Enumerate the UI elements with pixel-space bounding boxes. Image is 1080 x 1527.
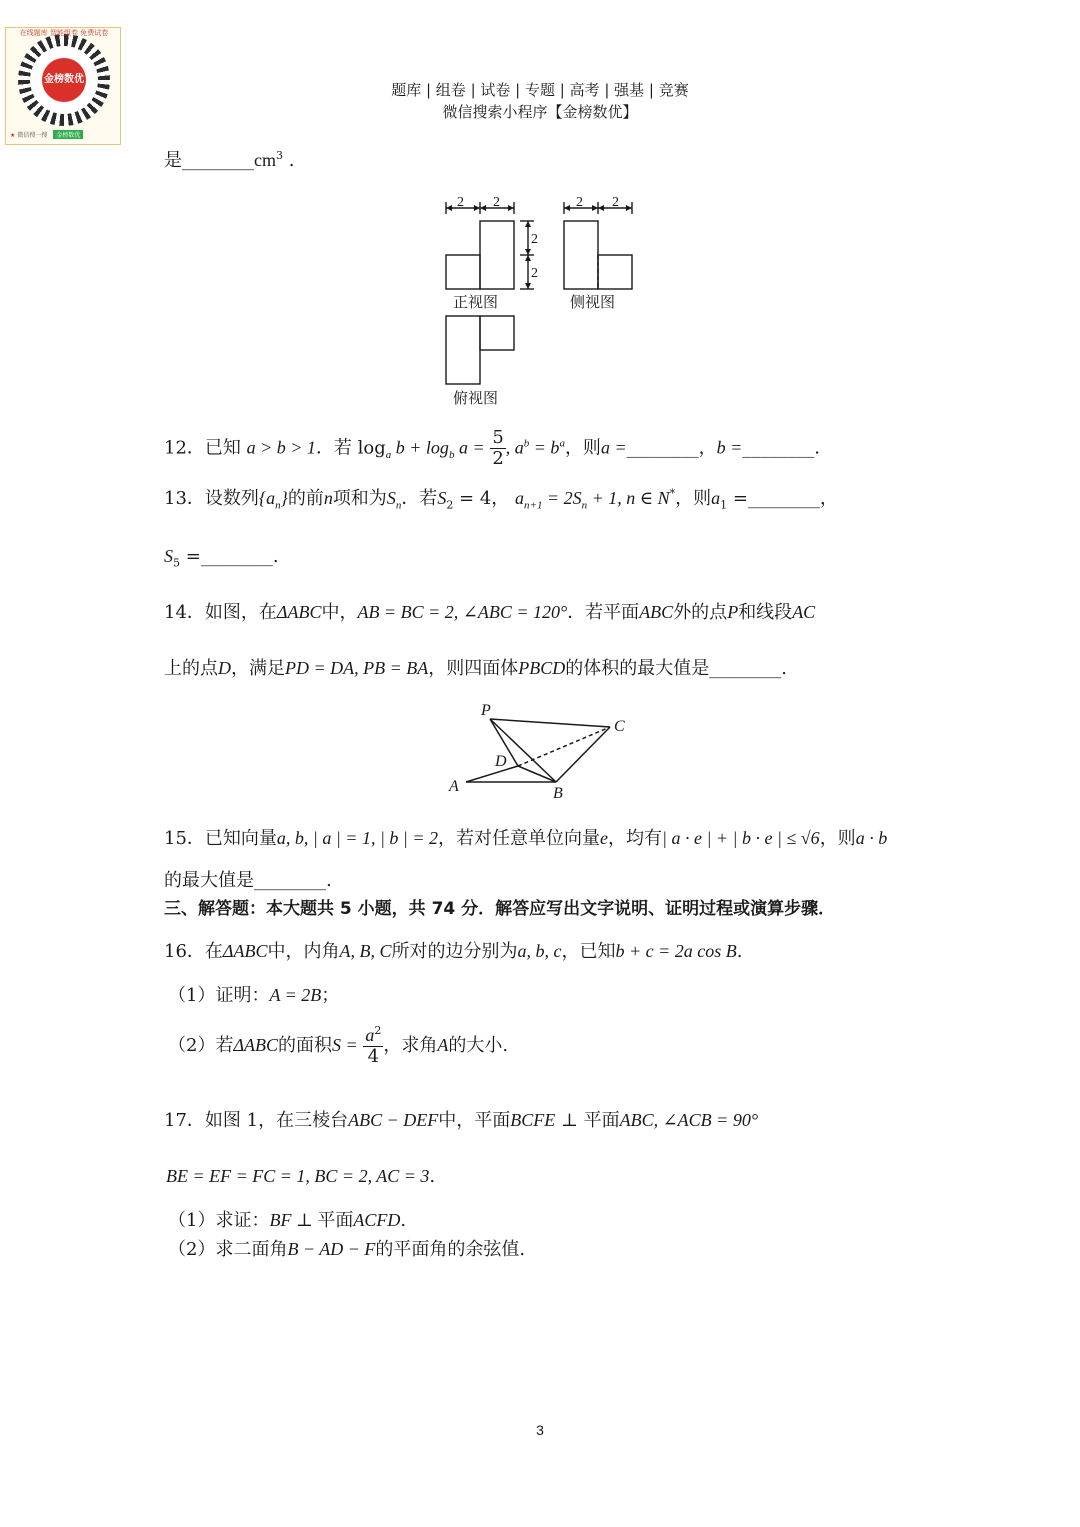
answer-blank: ________	[200, 546, 273, 567]
edge-DC-dashed	[518, 727, 610, 766]
answer-blank: ________	[626, 437, 699, 459]
question-17-line2: BE = EF = FC = 1, BC = 2, AC = 3.	[166, 1166, 436, 1187]
fraction-a2-4: $\frac{a^2}{4}$	[365, 1024, 382, 1067]
dim-front-h1: 2	[531, 232, 538, 247]
dim-front-w1: 2	[457, 195, 464, 210]
answer-blank: ________	[747, 488, 820, 509]
question-15: 15．已知向量a, b, | a | = 1, | b | = 2，若对任意单位向量e，均有| a · e | + | b · e | ≤ √6，则a · b	[164, 828, 888, 849]
label-A: A	[449, 778, 459, 795]
answer-blank: ________	[254, 870, 326, 891]
question-17-part1: （1）求证：BF ⊥ 平面ACFD.	[168, 1210, 407, 1231]
edge-PB	[490, 719, 556, 782]
label-P: P	[481, 702, 491, 719]
fraction-5-2: $\frac{5}{2}$	[492, 427, 504, 469]
front-view-left-rect	[446, 255, 480, 289]
question-16-part2: （2）若ΔABC的面积S = $\frac{a^2}{4}$ ，求角A的大小.	[168, 1024, 509, 1067]
brand-logo: 金榜数优	[42, 58, 86, 102]
side-view-right-rect	[598, 255, 632, 289]
edge-DB	[518, 766, 556, 782]
edge-BC	[556, 727, 610, 782]
label-side-view: 侧视图	[570, 295, 616, 311]
label-C: C	[614, 718, 625, 735]
header-nav: 题库 | 组卷 | 试卷 | 专题 | 高考 | 强基 | 竞赛	[391, 81, 689, 99]
question-17-part2: （2）求二面角B − AD − F的平面角的余弦值.	[168, 1239, 526, 1260]
side-view-left-rect	[564, 221, 598, 289]
question-13-line2: $S_5$ =________.	[164, 546, 279, 570]
question-15-line2: 的最大值是________.	[164, 870, 332, 891]
label-top-view: 俯视图	[453, 391, 499, 407]
page-number: 3	[536, 1422, 544, 1438]
question-12: 12．已知 a > b > 1．若 $\log_a b + \log_b a$ = $\frac{5}{2}$ , $a^b = b^a$，则a =________，b =________.	[164, 427, 820, 469]
logo-ring-text: 在线题库 智能组卷 免费试卷	[19, 29, 109, 37]
dim-front-h2: 2	[531, 266, 538, 281]
top-view-right-rect	[480, 316, 514, 350]
three-view-figure	[430, 190, 660, 410]
star-icon: ★	[10, 132, 16, 139]
label-D: D	[495, 753, 507, 770]
label-B: B	[553, 785, 563, 802]
question-13: 13．设数列$\{a_n\}$的前n项和为$S_n$．若$S_2 = 4$， $a_{n+1} = 2S_n + 1$, n ∈ N*，则$a_1$ =________，	[164, 487, 838, 512]
dim-side-w1: 2	[576, 195, 583, 210]
edge-PC	[490, 719, 610, 727]
answer-blank: ________	[709, 658, 782, 679]
top-view-left-rect	[446, 316, 480, 384]
question-14: 14．如图，在ΔABC中，AB = BC = 2, ∠ABC = 120°．若平面ABC外的点P和线段AC	[164, 602, 816, 623]
label-front-view: 正视图	[453, 295, 499, 311]
answer-blank: ________	[742, 437, 815, 459]
question-17: 17．如图 1，在三棱台ABC − DEF中，平面BCFE ⊥ 平面ABC, ∠ACB = 90°	[164, 1110, 759, 1131]
q11-tail: 是$\_\_\_\_\_\_\_\_cm^3$ .	[164, 149, 295, 171]
question-16: 16．在ΔABC中，内角A, B, C所对的边分别为a, b, c，已知b + c = 2a cos B.	[164, 941, 743, 962]
section-3-heading: 三、解答题：本大题共 5 小题，共 74 分．解答应写出文字说明、证明过程或演算步骤．	[164, 899, 836, 919]
dim-front-w2: 2	[493, 195, 500, 210]
question-16-part1: （1）证明：A = 2B；	[168, 985, 340, 1006]
question-14-line2: 上的点D，满足PD = DA, PB = BA，则四面体PBCD的体积的最大值是________.	[164, 658, 787, 679]
tetrahedron-figure	[440, 700, 640, 805]
edge-AD	[466, 766, 518, 782]
header-subtitle: 微信搜索小程序【金榜数优】	[442, 103, 638, 121]
dim-side-w2: 2	[612, 195, 619, 210]
logo-footer: ★ 微信搜一搜 金榜数优	[10, 130, 116, 140]
front-view-right-rect	[480, 221, 514, 289]
